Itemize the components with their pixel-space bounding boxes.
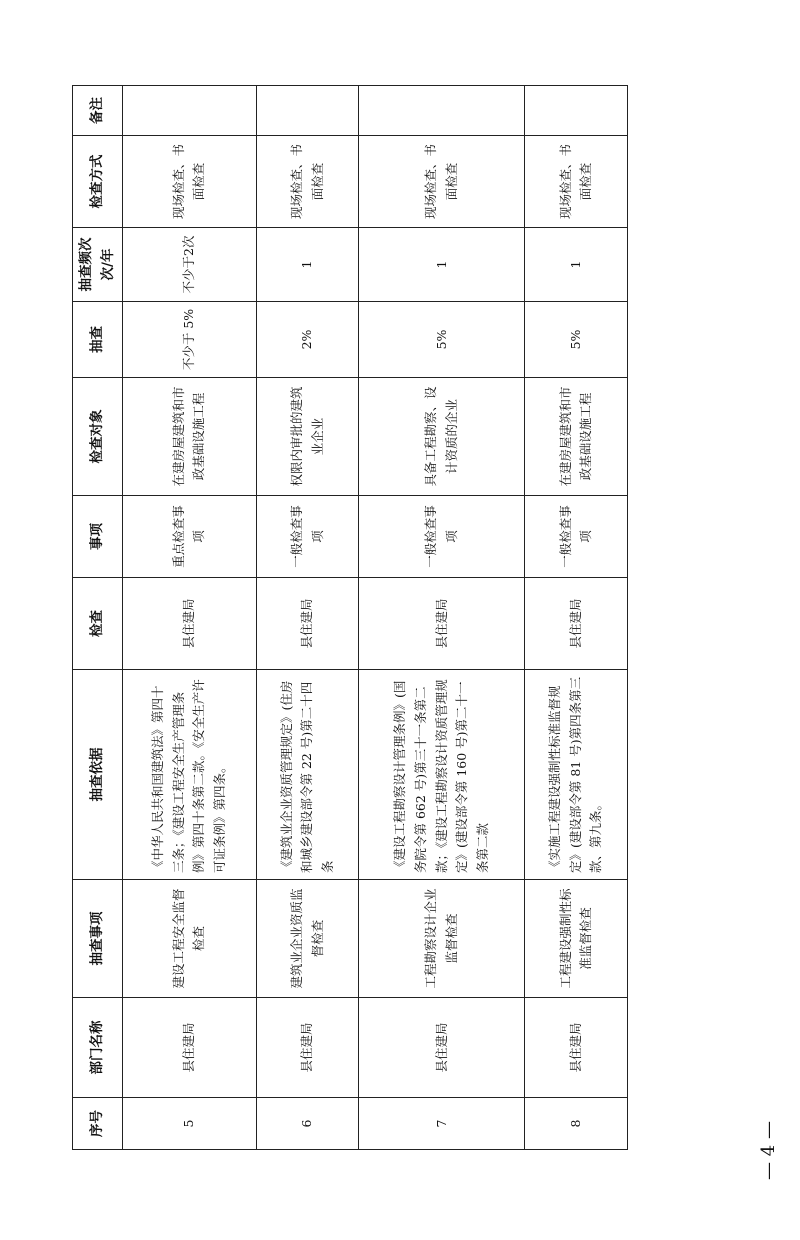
header-method: 检查方式 xyxy=(73,136,123,228)
cell-freq: 1 xyxy=(256,228,359,302)
header-inspector: 检查 xyxy=(73,578,123,670)
cell-method: 现场检查、书面检查 xyxy=(122,136,256,228)
cell-dept: 县住建局 xyxy=(122,998,256,1098)
cell-target: 权限内审批的建筑业企业 xyxy=(256,378,359,496)
cell-method: 现场检查、书面检查 xyxy=(359,136,525,228)
cell-item: 建设工程安全监督检查 xyxy=(122,880,256,998)
rotated-table-page xyxy=(72,86,628,1150)
cell-note xyxy=(525,86,628,136)
page-number-text: — 4 — xyxy=(757,1120,779,1180)
cell-target: 在建房屋建筑和市政基础设施工程 xyxy=(525,378,628,496)
header-ratio: 抽查 xyxy=(73,302,123,378)
cell-type: 重点检查事项 xyxy=(122,496,256,578)
table-row xyxy=(359,86,525,1150)
cell-method: 现场检查、书面检查 xyxy=(525,136,628,228)
cell-type: 一般检查事项 xyxy=(359,496,525,578)
header-no: 序号 xyxy=(73,1098,123,1150)
header-type: 事项 xyxy=(73,496,123,578)
header-dept: 部门名称 xyxy=(73,998,123,1098)
table-row xyxy=(256,86,359,1150)
inspection-table xyxy=(72,85,628,1150)
cell-ratio: 不少于 5% xyxy=(122,302,256,378)
cell-basis: 《中华人民共和国建筑法》第四十三条；《建设工程安全生产管理条例》第四十条第二款。《安全生产许可证条例》第四条。 xyxy=(122,670,256,880)
cell-basis: 《实施工程建设强制性标准监督规定》(建设部令第 81 号)第四条第三款、第九条。 xyxy=(525,670,628,880)
page-number xyxy=(748,1080,788,1220)
cell-basis: 《建筑业企业资质管理规定》(住房和城乡建设部令第 22 号)第二十四条 xyxy=(256,670,359,880)
cell-freq: 1 xyxy=(359,228,525,302)
cell-note xyxy=(122,86,256,136)
cell-inspector: 县住建局 xyxy=(359,578,525,670)
cell-inspector: 县住建局 xyxy=(256,578,359,670)
header-note: 备注 xyxy=(73,86,123,136)
cell-ratio: 5% xyxy=(525,302,628,378)
cell-ratio: 5% xyxy=(359,302,525,378)
cell-inspector: 县住建局 xyxy=(122,578,256,670)
cell-dept: 县住建局 xyxy=(525,998,628,1098)
cell-item: 建筑业企业资质监督检查 xyxy=(256,880,359,998)
header-freq: 抽查频次次/年 xyxy=(73,228,123,302)
cell-ratio: 2% xyxy=(256,302,359,378)
cell-no: 6 xyxy=(256,1098,359,1150)
header-target: 检查对象 xyxy=(73,378,123,496)
header-basis: 抽查依据 xyxy=(73,670,123,880)
cell-note xyxy=(359,86,525,136)
cell-type: 一般检查事项 xyxy=(256,496,359,578)
cell-no: 7 xyxy=(359,1098,525,1150)
cell-basis: 《建设工程勘察设计管理条例》(国务院令第 662 号)第三十一条第二款；《建设工程勘察设计资质管理规定》(建设部令第 160 号)第二十一条第二款 xyxy=(359,670,525,880)
cell-inspector: 县住建局 xyxy=(525,578,628,670)
cell-no: 5 xyxy=(122,1098,256,1150)
cell-method: 现场检查、书面检查 xyxy=(256,136,359,228)
cell-type: 一般检查事项 xyxy=(525,496,628,578)
cell-target: 具备工程勘察、设计资质的企业 xyxy=(359,378,525,496)
cell-no: 8 xyxy=(525,1098,628,1150)
header-item: 抽查事项 xyxy=(73,880,123,998)
cell-item: 工程勘察设计企业监督检查 xyxy=(359,880,525,998)
cell-dept: 县住建局 xyxy=(256,998,359,1098)
table-row xyxy=(122,86,256,1150)
cell-note xyxy=(256,86,359,136)
table-row xyxy=(525,86,628,1150)
cell-dept: 县住建局 xyxy=(359,998,525,1098)
cell-freq: 不少于2次 xyxy=(122,228,256,302)
cell-item: 工程建设强制性标准监督检查 xyxy=(525,880,628,998)
header-row xyxy=(73,86,123,1150)
cell-freq: 1 xyxy=(525,228,628,302)
cell-target: 在建房屋建筑和市政基础设施工程 xyxy=(122,378,256,496)
